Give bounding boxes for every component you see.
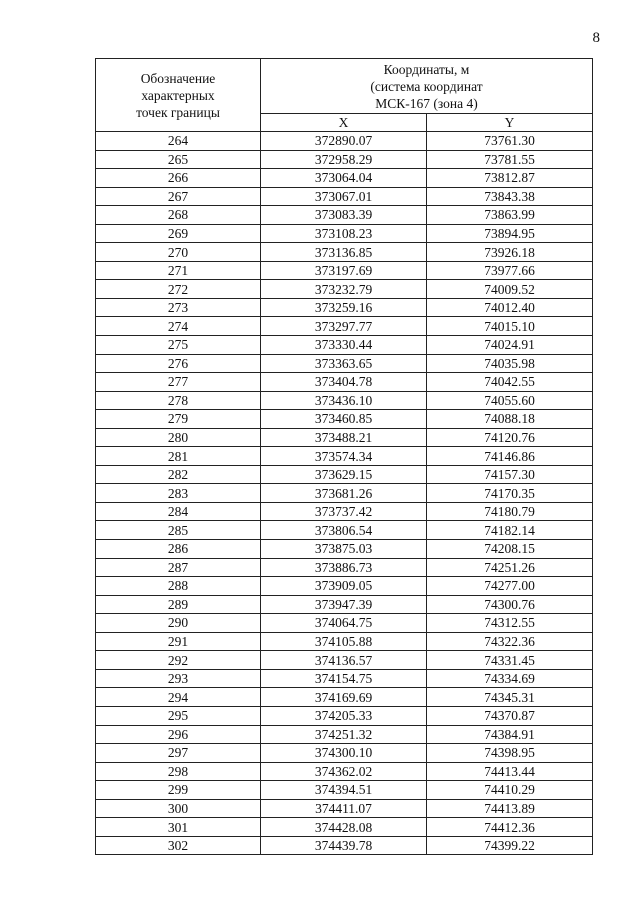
point-cell: 267 [96,187,261,206]
point-cell: 280 [96,428,261,447]
y-coordinate-cell: 74012.40 [427,298,593,317]
table-row [96,688,593,707]
table-row [96,465,593,484]
x-coordinate-cell: 373404.78 [261,373,427,392]
table-row [96,224,593,243]
x-coordinate-cell: 374251.32 [261,725,427,744]
x-column-header: X [261,114,427,132]
point-cell: 291 [96,632,261,651]
table-row [96,744,593,763]
table-row [96,577,593,596]
table-row [96,317,593,336]
point-cell: 284 [96,502,261,521]
point-cell: 276 [96,354,261,373]
point-cell: 265 [96,150,261,169]
point-cell: 269 [96,224,261,243]
point-cell: 297 [96,744,261,763]
table-row [96,762,593,781]
point-label-header [96,59,261,132]
y-coordinate-cell: 74398.95 [427,744,593,763]
point-cell: 289 [96,595,261,614]
point-cell: 288 [96,577,261,596]
table-row [96,428,593,447]
y-coordinate-cell: 74345.31 [427,688,593,707]
x-coordinate-cell: 373806.54 [261,521,427,540]
table-row [96,521,593,540]
table-row [96,836,593,855]
y-coordinate-cell: 73926.18 [427,243,593,262]
x-coordinate-cell: 373067.01 [261,187,427,206]
x-coordinate-cell: 372890.07 [261,132,427,151]
table-row [96,595,593,614]
table-row [96,280,593,299]
y-coordinate-cell: 74170.35 [427,484,593,503]
table-row [96,447,593,466]
y-coordinate-cell: 74251.26 [427,558,593,577]
table-row [96,261,593,280]
point-cell: 293 [96,669,261,688]
x-coordinate-cell: 373136.85 [261,243,427,262]
y-coordinate-cell: 74277.00 [427,577,593,596]
y-coordinate-cell: 74312.55 [427,614,593,633]
y-coordinate-cell: 73894.95 [427,224,593,243]
point-cell: 274 [96,317,261,336]
y-coordinate-cell: 74088.18 [427,410,593,429]
x-coordinate-cell: 373297.77 [261,317,427,336]
point-cell: 300 [96,799,261,818]
page-number: 8 [592,30,600,46]
y-coordinate-cell: 73843.38 [427,187,593,206]
y-column-header: Y [427,114,593,132]
y-coordinate-cell: 74157.30 [427,465,593,484]
table-row [96,484,593,503]
y-coordinate-cell: 74055.60 [427,391,593,410]
y-coordinate-cell: 73761.30 [427,132,593,151]
point-cell: 302 [96,836,261,855]
x-coordinate-cell: 372958.29 [261,150,427,169]
table-row [96,632,593,651]
x-coordinate-cell: 373259.16 [261,298,427,317]
table-body [96,132,593,855]
y-coordinate-cell: 74370.87 [427,706,593,725]
table-row [96,169,593,188]
point-cell: 273 [96,298,261,317]
x-coordinate-cell: 373875.03 [261,540,427,559]
point-cell: 277 [96,373,261,392]
point-cell: 275 [96,336,261,355]
x-coordinate-cell: 374136.57 [261,651,427,670]
y-coordinate-cell: 73863.99 [427,206,593,225]
table-row [96,540,593,559]
point-cell: 298 [96,762,261,781]
table-row [96,799,593,818]
y-coordinate-cell: 74120.76 [427,428,593,447]
y-coordinate-cell: 74412.36 [427,818,593,837]
y-coordinate-cell: 73812.87 [427,169,593,188]
point-cell: 286 [96,540,261,559]
x-coordinate-cell: 374205.33 [261,706,427,725]
y-coordinate-cell: 74146.86 [427,447,593,466]
x-coordinate-cell: 374394.51 [261,781,427,800]
point-cell: 282 [96,465,261,484]
x-coordinate-cell: 373460.85 [261,410,427,429]
table-row [96,502,593,521]
x-coordinate-cell: 373629.15 [261,465,427,484]
x-coordinate-cell: 374064.75 [261,614,427,633]
y-coordinate-cell: 74384.91 [427,725,593,744]
point-label-line-3: точек границы [136,104,220,120]
table-row [96,336,593,355]
table-row [96,725,593,744]
point-cell: 283 [96,484,261,503]
coordinates-header-line-1: Координаты, м [383,61,470,77]
x-coordinate-cell: 373083.39 [261,206,427,225]
table-row [96,410,593,429]
x-coordinate-cell: 374300.10 [261,744,427,763]
point-cell: 299 [96,781,261,800]
coordinates-header [261,59,593,114]
point-cell: 266 [96,169,261,188]
table-row [96,669,593,688]
coordinates-table [95,58,593,855]
x-coordinate-cell: 373886.73 [261,558,427,577]
table-row [96,354,593,373]
table-row [96,781,593,800]
x-coordinate-cell: 373436.10 [261,391,427,410]
table-row [96,558,593,577]
y-coordinate-cell: 73977.66 [427,261,593,280]
x-coordinate-cell: 374154.75 [261,669,427,688]
y-coordinate-cell: 74180.79 [427,502,593,521]
x-coordinate-cell: 373108.23 [261,224,427,243]
x-coordinate-cell: 373064.04 [261,169,427,188]
y-coordinate-cell: 74399.22 [427,836,593,855]
x-coordinate-cell: 373232.79 [261,280,427,299]
x-coordinate-cell: 374105.88 [261,632,427,651]
y-coordinate-cell: 74035.98 [427,354,593,373]
point-cell: 272 [96,280,261,299]
point-cell: 281 [96,447,261,466]
point-label-line-1: Обозначение [140,70,216,86]
point-cell: 279 [96,410,261,429]
y-coordinate-cell: 74042.55 [427,373,593,392]
y-coordinate-cell: 74208.15 [427,540,593,559]
x-coordinate-cell: 373737.42 [261,502,427,521]
y-coordinate-cell: 74410.29 [427,781,593,800]
table-row [96,391,593,410]
y-coordinate-cell: 74413.44 [427,762,593,781]
x-coordinate-cell: 373330.44 [261,336,427,355]
y-coordinate-cell: 74009.52 [427,280,593,299]
y-coordinate-cell: 74331.45 [427,651,593,670]
table-row [96,243,593,262]
table-row [96,132,593,151]
x-coordinate-cell: 373947.39 [261,595,427,614]
point-cell: 301 [96,818,261,837]
x-coordinate-cell: 374428.08 [261,818,427,837]
y-coordinate-cell: 73781.55 [427,150,593,169]
coordinates-header-line-2: (система координат [370,78,483,94]
point-cell: 278 [96,391,261,410]
table-row [96,150,593,169]
x-coordinate-cell: 374411.07 [261,799,427,818]
x-coordinate-cell: 374362.02 [261,762,427,781]
table-row [96,187,593,206]
point-cell: 294 [96,688,261,707]
x-coordinate-cell: 373363.65 [261,354,427,373]
y-coordinate-cell: 74182.14 [427,521,593,540]
point-cell: 270 [96,243,261,262]
y-coordinate-cell: 74024.91 [427,336,593,355]
point-cell: 268 [96,206,261,225]
table-row [96,818,593,837]
point-cell: 264 [96,132,261,151]
y-coordinate-cell: 74334.69 [427,669,593,688]
table-header [96,59,593,132]
x-coordinate-cell: 374169.69 [261,688,427,707]
point-label-line-2: характерных [141,87,215,103]
table-row [96,298,593,317]
point-cell: 292 [96,651,261,670]
point-cell: 290 [96,614,261,633]
x-coordinate-cell: 373488.21 [261,428,427,447]
x-coordinate-cell: 373574.34 [261,447,427,466]
point-cell: 271 [96,261,261,280]
point-cell: 287 [96,558,261,577]
x-coordinate-cell: 373909.05 [261,577,427,596]
point-cell: 285 [96,521,261,540]
point-cell: 296 [96,725,261,744]
table-row [96,206,593,225]
table-row [96,651,593,670]
y-coordinate-cell: 74300.76 [427,595,593,614]
x-coordinate-cell: 373681.26 [261,484,427,503]
table-row [96,373,593,392]
coordinates-header-line-3: МСК-167 (зона 4) [375,95,478,111]
x-coordinate-cell: 373197.69 [261,261,427,280]
y-coordinate-cell: 74015.10 [427,317,593,336]
y-coordinate-cell: 74322.36 [427,632,593,651]
y-coordinate-cell: 74413.89 [427,799,593,818]
table-row [96,706,593,725]
point-cell: 295 [96,706,261,725]
x-coordinate-cell: 374439.78 [261,836,427,855]
table-row [96,614,593,633]
